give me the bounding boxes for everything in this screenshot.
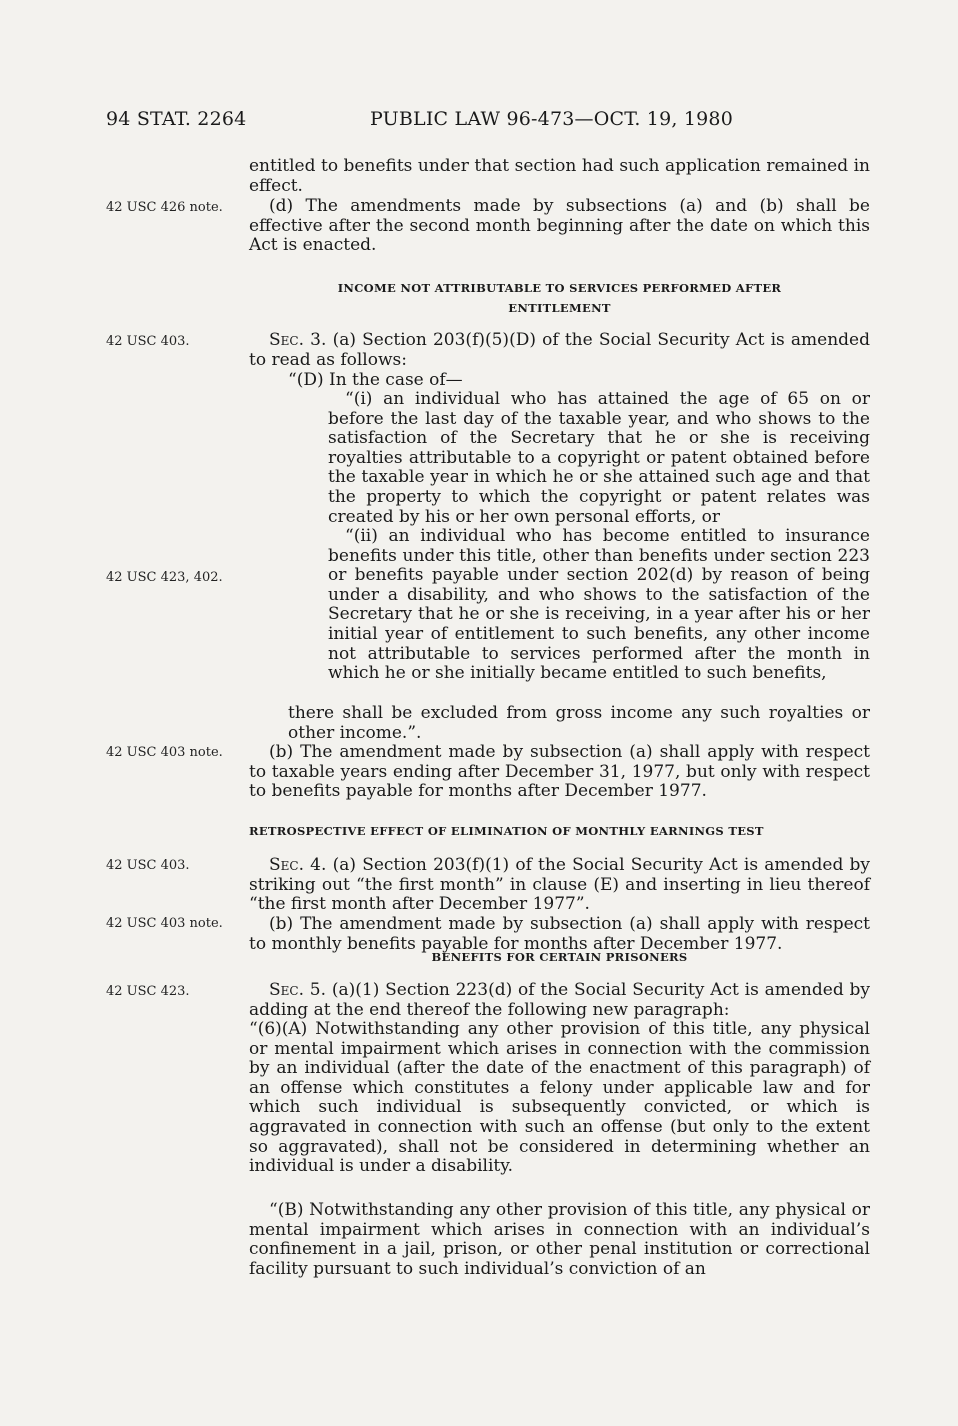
clause-d-intro: “(D) In the case of— [288,370,463,390]
margin-note: 42 USC 403 note. [106,916,223,931]
section-5-a [249,981,870,1020]
section-text: (a) Section 203(f)(5)(D) of the Social Security Act is amended to read as follows: [249,330,870,370]
section-label: Sec. 3. [269,330,327,350]
section-label: Sec. 5. [269,980,327,1000]
public-law-title: PUBLIC LAW 96-473—OCT. 19, 1980 [370,108,734,130]
paragraph-6a: “(6)(A) Notwithstanding any other provision of this title, any physical or mental impairment which arises in connection with the commission by an individual (after the date of the enactment of this paragraph) of an offense which constitutes a felony under applicable law and for which such individual is subsequently convicted, or which is aggravated in connection with such an offense (but only to the extent so aggravated), shall not be considered in determining whether an individual is under a disability. [249,1019,870,1177]
subsection-b: (b) The amendment made by subsection (a) shall apply with respect to taxable years ending after December 31, 1977, but only with respect to benefits payable for months after December 1977. [249,742,870,802]
statute-page-number: 94 STAT. 2264 [106,108,247,130]
section-heading: INCOME NOT ATTRIBUTABLE TO SERVICES PERFORMED AFTER ENTITLEMENT [337,281,782,315]
subsection-b-4: (b) The amendment made by subsection (a) shall apply with respect to monthly benefits payable for months after December 1977. [249,914,870,954]
section-3-a [249,331,870,370]
margin-note: 42 USC 403. [106,858,190,873]
section-heading: BENEFITS FOR CERTAIN PRISONERS [431,950,688,964]
subsection-d: (d) The amendments made by subsections (a) and (b) shall be effective after the second month beginning after the date on which this Act is enacted. [249,196,870,256]
section-heading: RETROSPECTIVE EFFECT OF ELIMINATION OF MONTHLY EARNINGS TEST [249,824,764,838]
clause-ii: “(ii) an individual who has become entitled to insurance benefits under this title, other than benefits under section 223 or benefits payable under section 202(d) by reason of being under a disability, and who shows to the satisfaction of the Secretary that he or she is receiving, in a year after his or her initial year of entitlement to such benefits, any other income not attributable to services performed after the month in which he or she initially became entitled to such benefits, [328,526,870,684]
margin-note: 42 USC 423, 402. [106,570,223,585]
clause-i: “(i) an individual who has attained the age of 65 on or before the last day of the taxable year, and who shows to the satisfaction of the Secretary that he or she is receiving royalties attributable to a copyright or patent obtained before the taxable year in which he or she attained such age and that the property to which the copyright or patent relates was created by his or her own personal efforts, or [328,389,870,527]
exclusion-clause [288,704,870,743]
section-label: Sec. 4. [269,855,327,875]
margin-note: 42 USC 403. [106,334,190,349]
exclusion-text: there shall be excluded from gross income any such royalties or other income.”. [288,703,870,743]
section-text: (a)(1) Section 223(d) of the Social Security Act is amended by adding at the end thereof the following new paragraph: [249,980,870,1020]
margin-note: 42 USC 426 note. [106,200,223,215]
section-4-a [249,856,870,915]
margin-note: 42 USC 423. [106,984,190,999]
paragraph-6b: “(B) Notwithstanding any other provision of this title, any physical or mental impairment which arises in connection with an individual’s confinement in a jail, prison, or other penal institution or correctional facility pursuant to such individual’s conviction of an [249,1200,870,1279]
continuation-paragraph: entitled to benefits under that section had such application remained in effect. [249,156,870,196]
section-text: (a) Section 203(f)(1) of the Social Security Act is amended by striking out “the first month” in clause (E) and inserting in lieu thereof “the first month after December 1977”. [249,855,870,915]
margin-note: 42 USC 403 note. [106,745,223,760]
